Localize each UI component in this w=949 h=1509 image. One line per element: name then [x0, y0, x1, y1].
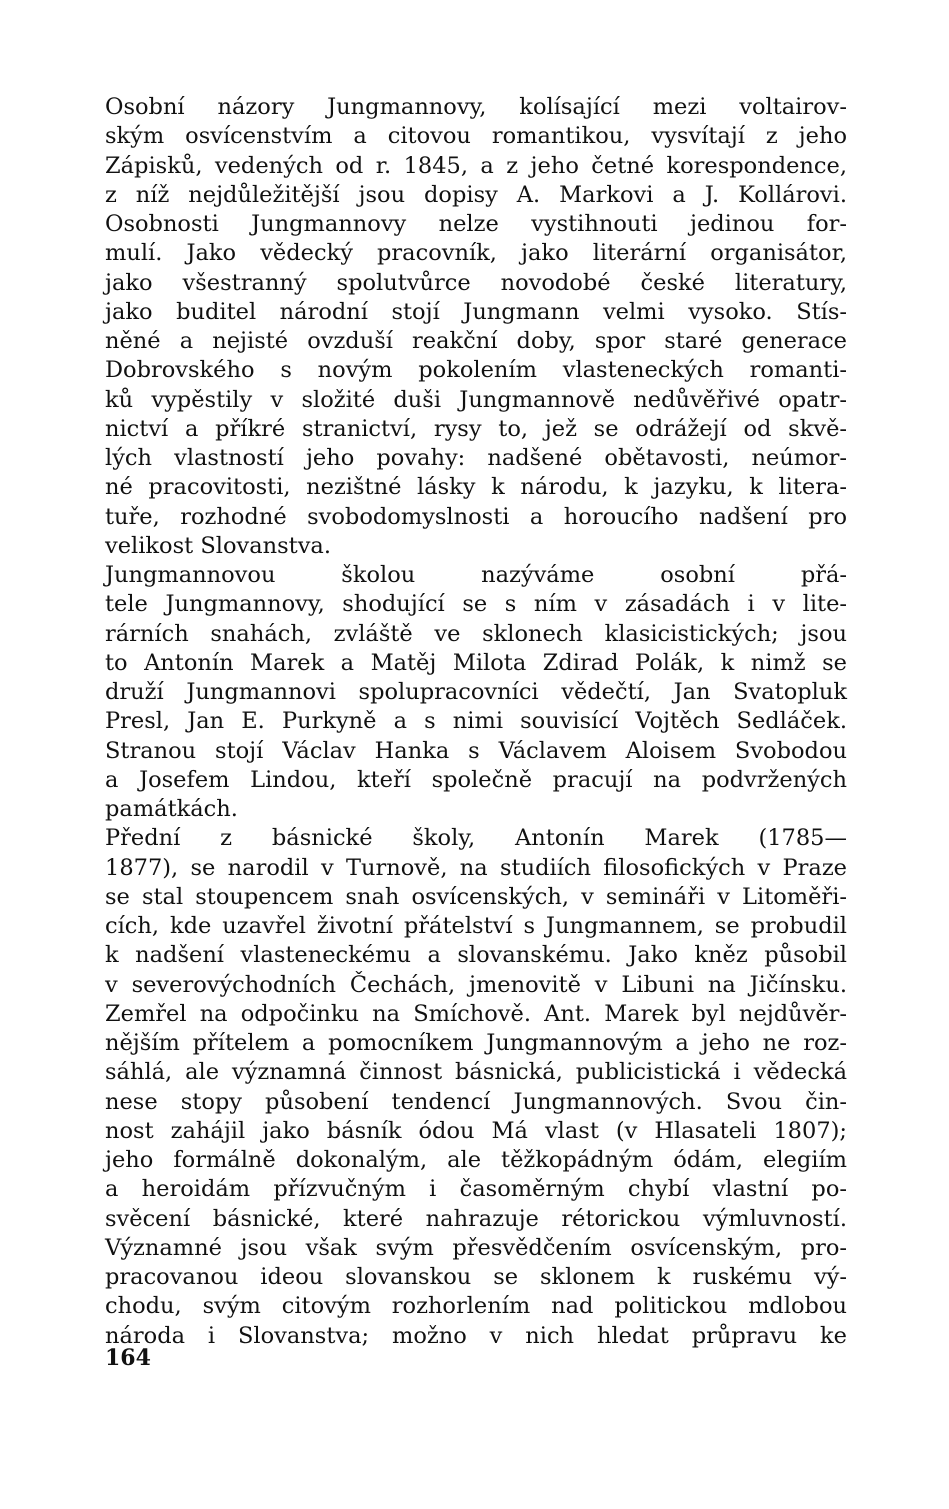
page-number: 164	[105, 1345, 151, 1371]
text-line: svěcení básnické, které nahrazuje rétorickou výmluvností.	[105, 1205, 847, 1232]
text-line: se stal stoupencem snah osvícenských, v semináři v Litoměři-	[105, 883, 847, 910]
text-line: nese stopy působení tendencí Jungmannových. Svou čin-	[105, 1088, 847, 1115]
text-line: cích, kde uzavřel životní přátelství s Jungmannem, se probudil	[105, 913, 847, 939]
text-line: z níž nejdůležitější jsou dopisy A. Markovi a J. Kollárovi.	[105, 181, 847, 208]
text-line: a heroidám přízvučným i časoměrným chybí vlastní po-	[105, 1176, 847, 1203]
page-text	[105, 93, 847, 1351]
text-line: to Antonín Marek a Matěj Milota Zdirad Polák, k nimž se	[105, 649, 847, 676]
text-line: Presl, Jan E. Purkyně a s nimi souvisící Vojtěch Sedláček.	[105, 708, 847, 735]
text-line: 1877), se narodil v Turnově, na studiích filosofických v Praze	[105, 854, 847, 881]
text-line: něné a nejisté ovzduší reakční doby, spor staré generace	[105, 328, 847, 354]
text-line: né pracovitosti, nezištné lásky k národu, k jazyku, k litera-	[105, 474, 847, 501]
text-line: jeho formálně dokonalým, ale těžkopádným ódám, elegiím	[105, 1147, 847, 1173]
text-line: jako buditel národní stojí Jungmann velmi vysoko. Stís-	[105, 298, 847, 325]
text-line: Zemřel na odpočinku na Smíchově. Ant. Marek byl nejdůvěr-	[105, 1000, 847, 1027]
text-line: a Josefem Lindou, kteří společně pracují na podvržených	[105, 766, 847, 793]
text-line: ků vypěstily v složité duši Jungmannově nedůvěřivé opatr-	[105, 386, 847, 413]
text-line: mulí. Jako vědecký pracovník, jako literární organisátor,	[105, 240, 847, 267]
text-line: velikost Slovanstva.	[105, 532, 331, 559]
text-line: Osobnosti Jungmannovy nelze vystihnouti jedinou for-	[105, 211, 847, 237]
text-line: nějším přítelem a pomocníkem Jungmannovým a jeho ne roz-	[105, 1030, 847, 1056]
text-line: k nadšení vlasteneckému a slovanskému. Jako kněz působil	[105, 942, 847, 969]
text-line: ským osvícenstvím a citovou romantikou, vysvítají z jeho	[105, 123, 847, 150]
text-line: v severovýchodních Čechách, jmenovitě v Libuni na Jičínsku.	[105, 971, 847, 998]
text-line: chodu, svým citovým rozhorlením nad politickou mdlobou	[105, 1293, 847, 1320]
text-line: národa i Slovanstva; možno v nich hledat průpravu ke	[105, 1322, 847, 1349]
text-line: Jungmannovou školou nazýváme osobní přá-	[105, 562, 847, 588]
text-line: druží Jungmannovi spolupracovníci vědečtí, Jan Svatopluk	[105, 679, 847, 705]
text-line: tuře, rozhodné svobodomyslnosti a horoucího nadšení pro	[105, 503, 847, 530]
text-line: sáhlá, ale významná činnost básnická, publicistická i vědecká	[105, 1059, 847, 1086]
text-line: Přední z básnické školy, Antonín Marek (1785—	[105, 825, 847, 852]
text-line: Dobrovského s novým pokolením vlasteneckých romanti-	[105, 357, 847, 384]
text-line: památkách.	[105, 796, 238, 822]
text-line: tele Jungmannovy, shodující se s ním v zásadách i v lite-	[105, 591, 847, 618]
text-line: lých vlastností jeho povahy: nadšené obětavosti, neúmor-	[105, 445, 847, 471]
text-line: nost zahájil jako básník ódou Má vlast (v Hlasateli 1807);	[105, 1117, 847, 1144]
text-line: nictví a příkré stranictví, rysy to, jež se odrážejí od skvě-	[105, 415, 847, 442]
text-line: pracovanou ideou slovanskou se sklonem k ruskému vý-	[105, 1264, 847, 1290]
text-line: jako všestranný spolutvůrce novodobé české literatury,	[105, 269, 847, 296]
text-line: Osobní názory Jungmannovy, kolísající mezi voltairov-	[105, 94, 847, 120]
text-line: Zápisků, vedených od r. 1845, a z jeho četné korespondence,	[105, 152, 847, 179]
text-line: Stranou stojí Václav Hanka s Václavem Aloisem Svobodou	[105, 737, 847, 764]
text-line: rárních snahách, zvláště ve sklonech klasicistických; jsou	[105, 620, 847, 647]
text-line: Významné jsou však svým přesvědčením osvícenským, pro-	[105, 1234, 847, 1261]
